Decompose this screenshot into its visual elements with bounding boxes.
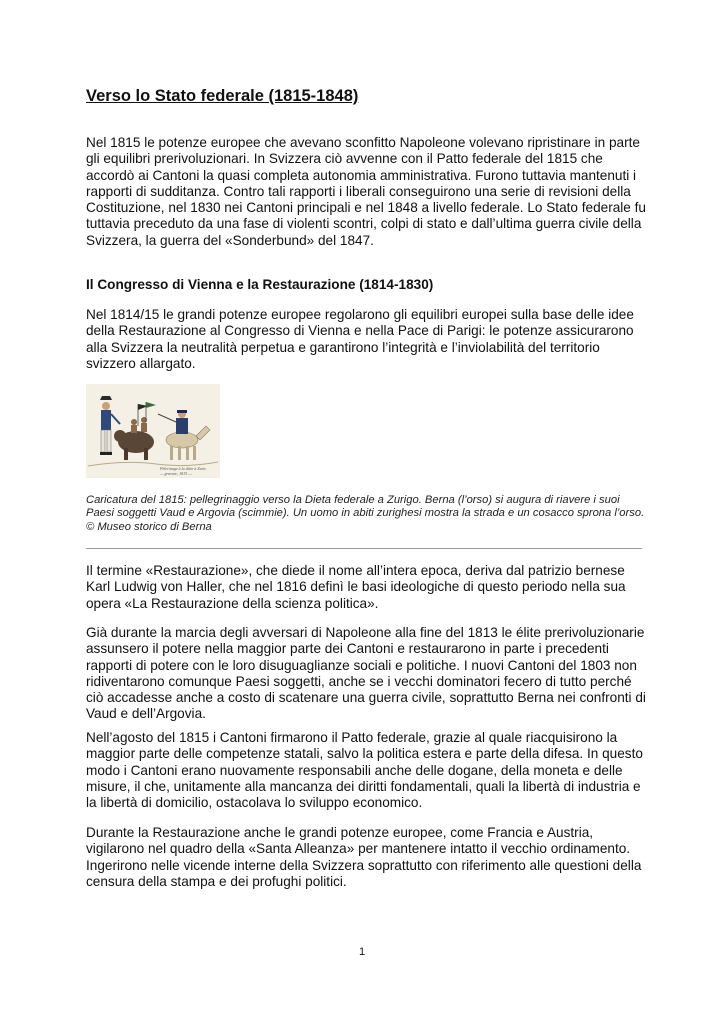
svg-text:— gravure, 1815 —: — gravure, 1815 —	[160, 471, 192, 476]
body-paragraph: Nell’agosto del 1815 i Cantoni firmarono il Patto federale, grazie al quale riacquisirono la maggior parte delle competenze statali, salvo la politica estera e parte della difesa. In questo modo i Cantoni erano nuovamente responsabili anche delle dogane, della moneta e delle misure, il che, unitamente alla mancanza dei diritti fondamentali, quali la libertà di industria e la libertà di domicilio, ostacolava lo sviluppo economico.	[86, 730, 643, 811]
svg-text:Pèlerinage à la diète à Zuric: Pèlerinage à la diète à Zuric	[160, 466, 207, 471]
horizontal-divider	[86, 548, 642, 549]
figure-caption: Caricatura del 1815: pellegrinaggio verso la Dieta federale a Zurigo. Berna (l’orso) si augura di riavere i suoi Paesi soggetti Vaud e Argovia (scimmie). Un uomo in abiti zurighesi mostra la strada e un cosacco sprona l’orso. © Museo storico di Berna	[86, 494, 645, 533]
page-title: Verso lo Stato federale (1815-1848)	[86, 87, 359, 105]
intro-paragraph: Nel 1815 le potenze europee che avevano sconfitto Napoleone volevano ripristinare in parte gli equilibri prerivoluzionari. In Svizzera ciò avvenne con il Patto federale del 1815 che accordò ai Cantoni la quasi completa autonomia amministrativa. Furono tuttavia mantenuti i rapporti di sudditanza. Contro tali rapporti i liberali conseguirono una serie di revisioni della Costituzione, nel 1830 nei Cantoni principali e nel 1848 a livello federale. Lo Stato federale fu tuttavia preceduto da una fase di violenti scontri, colpi di stato e dall’ultima guerra civile della Svizzera, la guerra del «Sonderbund» del 1847.	[86, 135, 646, 248]
body-paragraph: Il termine «Restaurazione», che diede il nome all’intera epoca, deriva dal patrizio bernese Karl Ludwig von Haller, che nel 1816 definì le basi ideologiche di questo periodo nella sua opera «La Restaurazione della scienza politica».	[86, 563, 626, 611]
caricature-image	[86, 384, 220, 478]
section-intro-paragraph: Nel 1814/15 le grandi potenze europee regolarono gli equilibri europei sulla base delle idee della Restaurazione al Congresso di Vienna e nella Pace di Parigi: le potenze assicurarono alla Svizzera la neutralità perpetua e garantirono l’integrità e l’inviolabilità del territorio svizzero allargato.	[86, 307, 634, 371]
page-number: 1	[358, 946, 366, 958]
body-paragraph: Già durante la marcia degli avversari di Napoleone alla fine del 1813 le élite prerivoluzionarie assunsero il potere nella maggior parte dei Cantoni e restaurarono in parte i precedenti rapporti di potere con le loro disuguaglianze sociali e politiche. I nuovi Cantoni del 1803 non ridiventarono comunque Paesi soggetti, anche se i vecchi dominatori fecero di tutto perché ciò accadesse anche a costo di scatenare una guerra civile, soprattutto Berna nei confronti di Vaud e dell’Argovia.	[86, 625, 646, 722]
body-paragraph: Durante la Restaurazione anche le grandi potenze europee, come Francia e Austria, vigilarono nel quadro della «Santa Alleanza» per mantenere intatto il vecchio ordinamento. Ingerirono nelle vicende interne della Svizzera soprattutto con riferimento alle questioni della censura della stampa e dei profughi politici.	[86, 825, 642, 889]
section-heading: Il Congresso di Vienna e la Restaurazione (1814-1830)	[86, 277, 434, 292]
